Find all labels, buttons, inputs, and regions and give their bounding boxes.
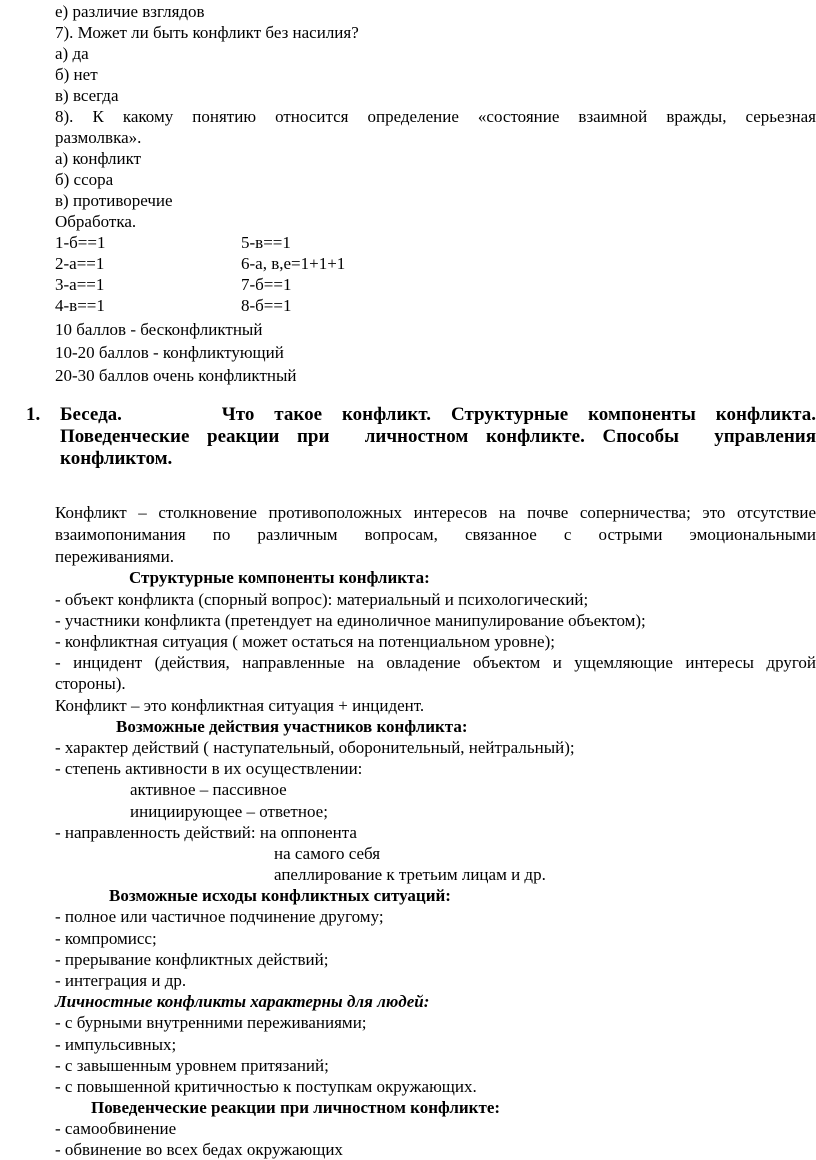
quiz-q7-option-c: в) всегда <box>55 86 119 105</box>
action-item: - степень активности в их осуществлении: <box>55 759 363 778</box>
activity-item: активное – пассивное <box>130 780 287 799</box>
outcome-item: - полное или частичное подчинение другому; <box>55 907 384 926</box>
actions-title: Возможные действия участников конфликта: <box>116 717 468 736</box>
reaction-item: - обвинение во всех бедах окружающих <box>55 1140 343 1159</box>
conflict-formula: Конфликт – это конфликтная ситуация + инцидент. <box>55 696 425 715</box>
component-incident-line1: - инцидент (действия, направленные на овладение объектом и ущемляющие интересы другой <box>55 653 816 672</box>
scoring-key-left: 4-в==1 <box>55 296 105 315</box>
scoring-key-right: 7-б==1 <box>241 275 292 294</box>
scoring-title: Обработка. <box>55 212 137 231</box>
section-title-line1: Беседа. Что такое конфликт. Структурные компоненты конфликта. <box>60 404 816 425</box>
section-number: 1. <box>26 404 41 425</box>
scoring-key-left: 1-б==1 <box>55 233 106 252</box>
quiz-q8-option-b: б) ссора <box>55 170 114 189</box>
direction-item: на самого себя <box>274 844 381 863</box>
definition-line2: взаимопонимания по различным вопросам, связанное с острыми эмоциональными <box>55 525 816 544</box>
scoring-key-left: 3-а==1 <box>55 275 105 294</box>
scoring-key-right: 8-б==1 <box>241 296 292 315</box>
reactions-title: Поведенческие реакции при личностном конфликте: <box>91 1098 501 1117</box>
quiz-q8-question-line1: 8). К какому понятию относится определение «состояние взаимной вражды, серьезная <box>55 107 816 126</box>
quiz-q6-option-e: е) различие взглядов <box>55 2 205 21</box>
quiz-q8-question-line2: размолвка». <box>55 128 142 147</box>
personal-item: - с бурными внутренними переживаниями; <box>55 1013 367 1032</box>
reaction-item: - самообвинение <box>55 1119 177 1138</box>
components-title: Структурные компоненты конфликта: <box>129 568 430 587</box>
section-heading <box>26 404 816 470</box>
quiz-q7-question: 7). Может ли быть конфликт без насилия? <box>55 23 359 42</box>
quiz-q7-option-a: а) да <box>55 44 89 63</box>
outcome-item: - компромисс; <box>55 929 157 948</box>
personal-item: - с завышенным уровнем притязаний; <box>55 1056 329 1075</box>
quiz-q7-option-b: б) нет <box>55 65 98 84</box>
component-incident-line2: стороны). <box>55 674 126 693</box>
component-item: - участники конфликта (претендует на единоличное манипулирование объектом); <box>55 611 646 630</box>
scoring-key-right: 6-а, в,е=1+1+1 <box>241 254 346 273</box>
scoring-key-left: 2-а==1 <box>55 254 105 273</box>
personal-title: Личностные конфликты характерны для людей: <box>55 992 430 1011</box>
definition-line1: Конфликт – столкновение противоположных интересов на почве соперничества; это отсутствие <box>55 503 816 522</box>
scoring-key-right: 5-в==1 <box>241 233 291 252</box>
component-item: - конфликтная ситуация ( может остаться на потенциальном уровне); <box>55 632 555 651</box>
section-title-line3: конфликтом. <box>60 448 173 469</box>
activity-item: инициирующее – ответное; <box>130 802 328 821</box>
personal-item: - с повышенной критичностью к поступкам окружающих. <box>55 1077 477 1096</box>
scoring-result: 10 баллов - бесконфликтный <box>55 320 263 339</box>
outcomes-title: Возможные исходы конфликтных ситуаций: <box>109 886 451 905</box>
outcome-item: - интеграция и др. <box>55 971 187 990</box>
quiz-q8-option-c: в) противоречие <box>55 191 173 210</box>
action-item: - характер действий ( наступательный, оборонительный, нейтральный); <box>55 738 575 757</box>
direction-label: - направленность действий: на оппонента <box>55 823 357 842</box>
scoring-result: 20-30 баллов очень конфликтный <box>55 366 297 385</box>
definition-line3: переживаниями. <box>55 547 174 566</box>
scoring-result: 10-20 баллов - конфликтующий <box>55 343 284 362</box>
section-title-line2: Поведенческие реакции при личностном конфликте. Способы управления <box>60 426 816 447</box>
personal-item: - импульсивных; <box>55 1035 177 1054</box>
direction-item: апеллирование к третьим лицам и др. <box>274 865 546 884</box>
quiz-q8-option-a: а) конфликт <box>55 149 142 168</box>
outcome-item: - прерывание конфликтных действий; <box>55 950 329 969</box>
component-item: - объект конфликта (спорный вопрос): материальный и психологический; <box>55 590 589 609</box>
